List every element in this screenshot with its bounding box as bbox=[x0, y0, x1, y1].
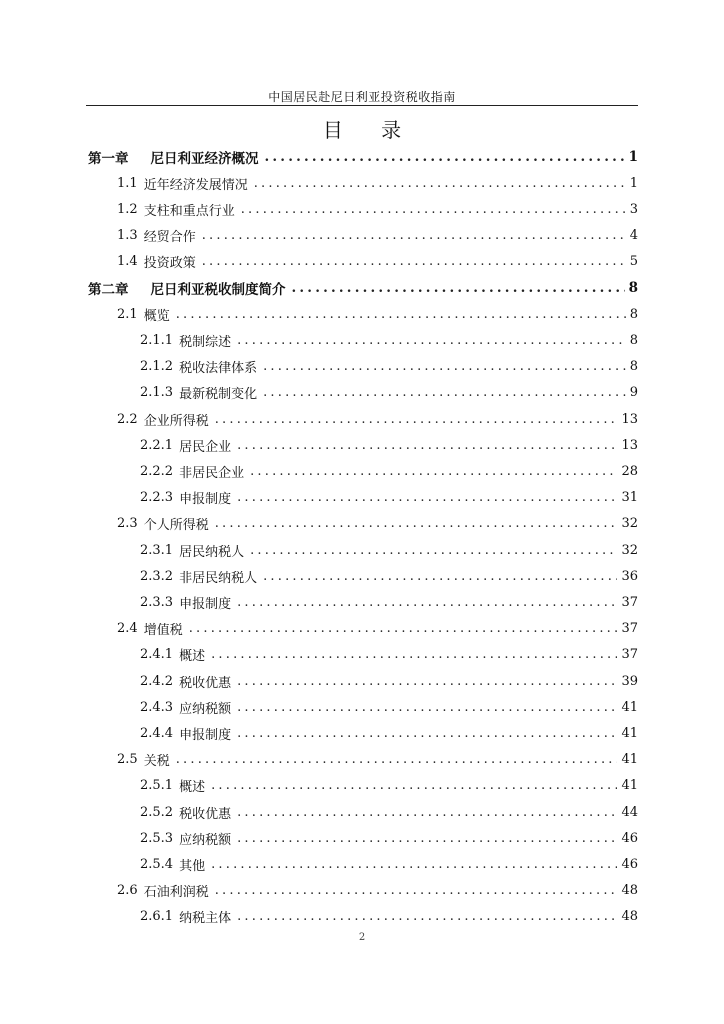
toc-dot-leader bbox=[215, 883, 618, 898]
toc-entry-title: 居民企业 bbox=[179, 439, 232, 455]
toc-entry-number: 2.5.4 bbox=[140, 856, 174, 872]
toc-dot-leader bbox=[176, 752, 618, 767]
toc-entry-page: 3 bbox=[629, 201, 638, 217]
toc-entry-page: 41 bbox=[621, 699, 638, 715]
toc-dot-leader bbox=[254, 176, 626, 191]
toc-entry-number: 2.1.1 bbox=[140, 332, 174, 348]
toc-entry-page: 46 bbox=[621, 830, 638, 846]
toc-dot-leader bbox=[237, 726, 617, 741]
toc-dot-leader bbox=[237, 700, 617, 715]
toc-entry-title: 增值税 bbox=[143, 623, 183, 639]
toc-entry-number: 2.3.3 bbox=[140, 594, 174, 610]
toc-dot-leader bbox=[211, 778, 617, 793]
toc-entry-page: 48 bbox=[621, 883, 638, 899]
toc-entry-page: 8 bbox=[628, 280, 638, 296]
toc-entry-number: 2.4 bbox=[117, 621, 138, 637]
toc-entry-number: 2.1.3 bbox=[140, 385, 174, 401]
toc-entry[interactable] bbox=[140, 380, 638, 406]
toc-entry[interactable] bbox=[140, 642, 638, 668]
toc-entry-title: 税收优惠 bbox=[179, 806, 232, 822]
toc-entry-page: 44 bbox=[621, 804, 638, 820]
toc-entry[interactable] bbox=[117, 616, 638, 642]
toc-entry-title: 概述 bbox=[179, 649, 206, 665]
toc-entry[interactable] bbox=[117, 406, 638, 432]
toc-entry-page: 1 bbox=[628, 149, 638, 165]
toc-dot-leader bbox=[189, 621, 618, 636]
toc-entry-page: 8 bbox=[629, 306, 638, 322]
toc-dot-leader bbox=[241, 202, 626, 217]
toc-entry-number: 第二章 bbox=[88, 282, 129, 298]
toc-entry-title: 应纳税额 bbox=[179, 832, 232, 848]
toc-entry-page: 28 bbox=[621, 463, 638, 479]
toc-dot-leader bbox=[237, 438, 617, 453]
toc-entry[interactable] bbox=[117, 511, 638, 537]
toc-dot-leader bbox=[263, 359, 626, 374]
toc-entry[interactable] bbox=[140, 589, 638, 615]
toc-entry-title: 经贸合作 bbox=[143, 230, 196, 246]
toc-entry-page: 48 bbox=[621, 909, 638, 925]
toc-dot-leader bbox=[237, 831, 617, 846]
toc-entry-title: 石油利润税 bbox=[143, 885, 209, 901]
toc-entry[interactable] bbox=[140, 904, 638, 930]
toc-entry-title: 尼日利亚税收制度简介 bbox=[150, 282, 286, 298]
toc-entry-title: 最新税制变化 bbox=[179, 387, 258, 403]
toc-entry-number: 2.4.4 bbox=[140, 725, 174, 741]
toc-dot-leader bbox=[237, 595, 617, 610]
toc-entry[interactable] bbox=[117, 747, 638, 773]
toc-entry-page: 1 bbox=[629, 175, 638, 191]
toc-entry-title: 申报制度 bbox=[179, 596, 232, 612]
page-number: 2 bbox=[358, 932, 366, 943]
toc-entry[interactable] bbox=[140, 458, 638, 484]
toc-entry-number: 1.4 bbox=[117, 254, 138, 270]
toc-chapter-entry[interactable] bbox=[88, 144, 638, 170]
toc-dot-leader bbox=[211, 647, 617, 662]
toc-entry-number: 2.4.1 bbox=[140, 647, 174, 663]
toc-entry-title: 税收法律体系 bbox=[179, 361, 258, 377]
toc-entry[interactable] bbox=[140, 327, 638, 353]
toc-entry-page: 41 bbox=[621, 725, 638, 741]
toc-entry[interactable] bbox=[140, 720, 638, 746]
toc-entry-title: 近年经济发展情况 bbox=[143, 177, 248, 193]
toc-entry-title: 应纳税额 bbox=[179, 701, 232, 717]
toc-entry-number: 2.6 bbox=[117, 883, 138, 899]
toc-entry-title: 税收优惠 bbox=[179, 675, 232, 691]
toc-dot-leader bbox=[237, 674, 617, 689]
toc-title: 目 录 bbox=[322, 118, 418, 142]
toc-entry[interactable] bbox=[140, 799, 638, 825]
toc-entry-title: 企业所得税 bbox=[143, 413, 209, 429]
toc-entry[interactable] bbox=[140, 485, 638, 511]
toc-entry-number: 2.6.1 bbox=[140, 909, 174, 925]
toc-entry-number: 2.3 bbox=[117, 516, 138, 532]
toc-entry-number: 2.5.2 bbox=[140, 804, 174, 820]
toc-entry-title: 概览 bbox=[143, 308, 170, 324]
toc-entry-title: 支柱和重点行业 bbox=[143, 203, 235, 219]
toc-dot-leader bbox=[250, 464, 617, 479]
toc-entry-page: 39 bbox=[621, 673, 638, 689]
toc-dot-leader bbox=[176, 307, 626, 322]
toc-entry-title: 其他 bbox=[179, 858, 206, 874]
toc-entry-title: 关税 bbox=[143, 754, 170, 770]
header-rule bbox=[86, 105, 638, 106]
toc-entry-number: 2.5.3 bbox=[140, 830, 174, 846]
toc-entry[interactable] bbox=[117, 878, 638, 904]
toc-entry-title: 非居民企业 bbox=[179, 465, 245, 481]
toc-entry-number: 2.5 bbox=[117, 752, 138, 768]
toc-entry-title: 居民纳税人 bbox=[179, 544, 245, 560]
toc-entry-page: 41 bbox=[621, 778, 638, 794]
toc-entry-title: 非居民纳税人 bbox=[179, 570, 258, 586]
toc-entry-page: 13 bbox=[621, 411, 638, 427]
toc-dot-leader bbox=[237, 909, 617, 924]
toc-entry-number: 1.2 bbox=[117, 201, 138, 217]
toc-dot-leader bbox=[215, 516, 618, 531]
toc-dot-leader bbox=[292, 280, 625, 296]
toc-entry-page: 8 bbox=[629, 332, 638, 348]
toc-dot-leader bbox=[263, 385, 626, 400]
toc-entry[interactable] bbox=[140, 694, 638, 720]
toc-entry[interactable] bbox=[140, 354, 638, 380]
toc-entry[interactable] bbox=[140, 668, 638, 694]
toc-entry-number: 2.2.1 bbox=[140, 437, 174, 453]
toc-entry-number: 1.3 bbox=[117, 228, 138, 244]
toc-entry-number: 1.1 bbox=[117, 175, 138, 191]
toc-entry-title: 投资政策 bbox=[143, 256, 196, 272]
toc-chapter-entry[interactable] bbox=[88, 275, 638, 301]
toc-entry-page: 46 bbox=[621, 856, 638, 872]
toc-dot-leader bbox=[237, 805, 617, 820]
toc-entry-title: 个人所得税 bbox=[143, 518, 209, 534]
toc-entry[interactable] bbox=[140, 563, 638, 589]
toc-entry-number: 2.4.3 bbox=[140, 699, 174, 715]
toc-dot-leader bbox=[237, 490, 617, 505]
toc-entry-page: 36 bbox=[621, 568, 638, 584]
toc-entry-page: 13 bbox=[621, 437, 638, 453]
toc-entry-page: 37 bbox=[621, 647, 638, 663]
toc-entry[interactable] bbox=[140, 537, 638, 563]
running-header: 中国居民赴尼日利亚投资税收指南 bbox=[268, 90, 456, 104]
toc-dot-leader bbox=[250, 543, 617, 558]
toc-entry-page: 32 bbox=[621, 516, 638, 532]
toc-dot-leader bbox=[265, 149, 625, 165]
toc-entry-number: 2.3.1 bbox=[140, 542, 174, 558]
toc-entry-page: 5 bbox=[629, 254, 638, 270]
toc-entry-page: 8 bbox=[629, 359, 638, 375]
toc-entry-title: 申报制度 bbox=[179, 727, 232, 743]
toc-entry-number: 2.1.2 bbox=[140, 359, 174, 375]
toc-entry-number: 2.1 bbox=[117, 306, 138, 322]
toc-entry[interactable] bbox=[117, 223, 638, 249]
toc-dot-leader bbox=[215, 412, 618, 427]
toc-entry[interactable] bbox=[117, 301, 638, 327]
toc-entry[interactable] bbox=[140, 773, 638, 799]
toc-entry-number: 2.5.1 bbox=[140, 778, 174, 794]
toc-entry-number: 2.2 bbox=[117, 411, 138, 427]
toc-entry-number: 2.2.2 bbox=[140, 463, 174, 479]
toc-entry[interactable] bbox=[140, 825, 638, 851]
toc-entry-page: 37 bbox=[621, 594, 638, 610]
toc-entry-title: 尼日利亚经济概况 bbox=[150, 151, 259, 167]
toc-entry-page: 37 bbox=[621, 621, 638, 637]
toc-dot-leader bbox=[211, 857, 617, 872]
toc-dot-leader bbox=[237, 333, 626, 348]
toc-entry[interactable] bbox=[140, 432, 638, 458]
toc-entry-number: 第一章 bbox=[88, 151, 129, 167]
toc-dot-leader bbox=[202, 254, 626, 269]
toc-dot-leader bbox=[202, 228, 626, 243]
toc-entry-page: 9 bbox=[629, 385, 638, 401]
toc-entry-title: 税制综述 bbox=[179, 334, 232, 350]
toc-entry[interactable] bbox=[117, 249, 638, 275]
toc-entry-page: 31 bbox=[621, 490, 638, 506]
toc-entry[interactable] bbox=[117, 196, 638, 222]
toc-entry-number: 2.2.3 bbox=[140, 490, 174, 506]
toc-dot-leader bbox=[263, 569, 617, 584]
toc-entry-page: 32 bbox=[621, 542, 638, 558]
toc-entry-title: 纳税主体 bbox=[179, 911, 232, 927]
toc-entry[interactable] bbox=[117, 170, 638, 196]
toc-entry-title: 申报制度 bbox=[179, 492, 232, 508]
toc-entry[interactable] bbox=[140, 851, 638, 877]
toc-entry-page: 41 bbox=[621, 752, 638, 768]
toc-entry-number: 2.3.2 bbox=[140, 568, 174, 584]
toc-entry-title: 概述 bbox=[179, 780, 206, 796]
toc-entry-number: 2.4.2 bbox=[140, 673, 174, 689]
toc-entry-page: 4 bbox=[629, 228, 638, 244]
